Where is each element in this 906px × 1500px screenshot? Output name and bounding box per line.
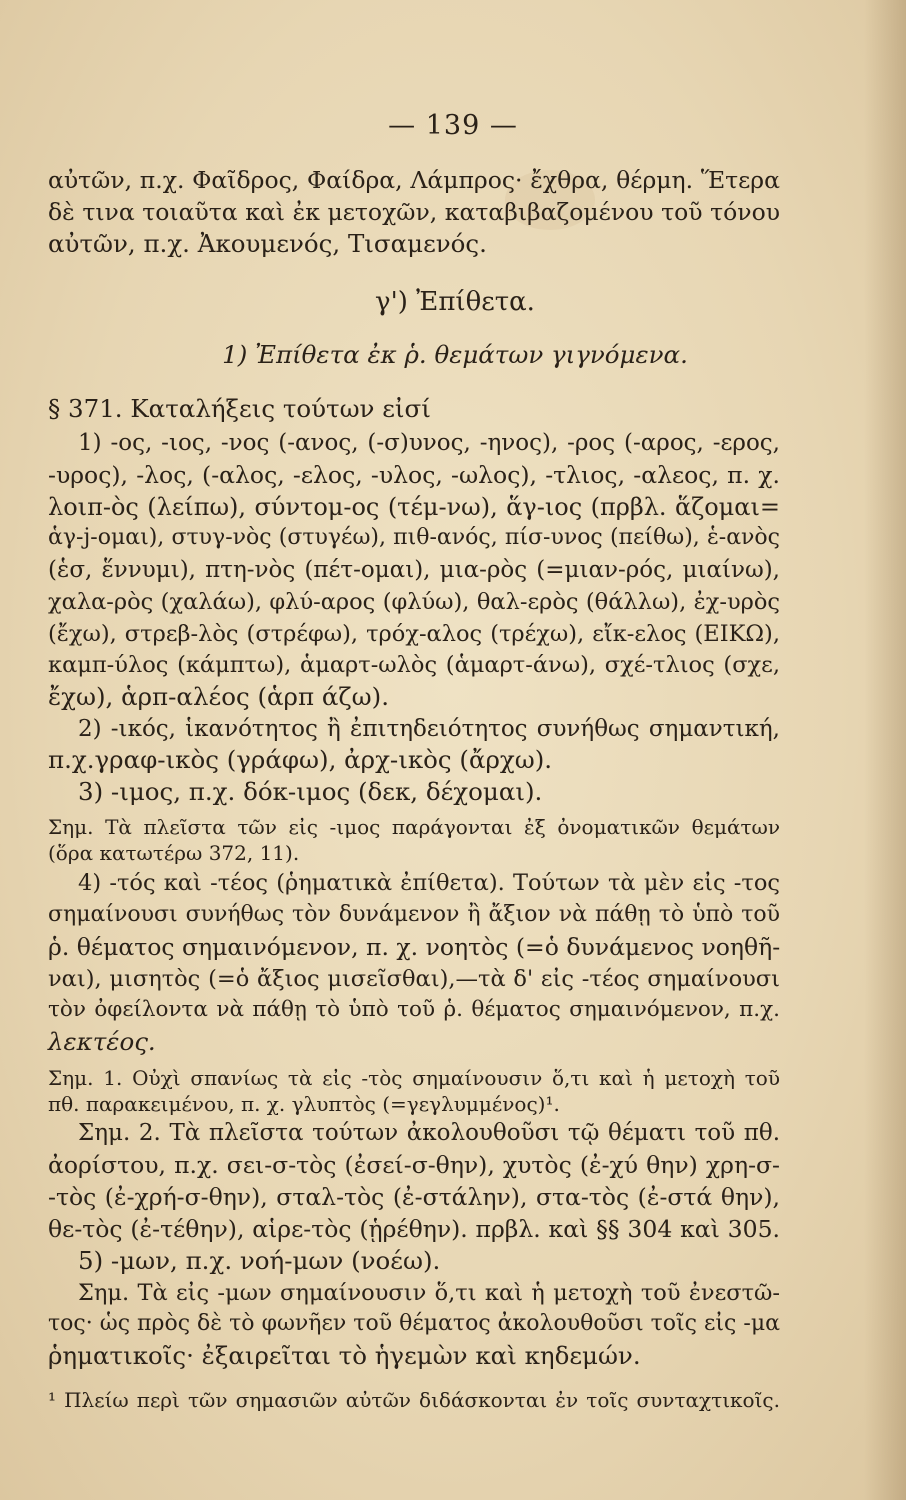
text-line: Σημ. 2. Τὰ πλεῖστα τούτων ἀκολουθοῦσι τῷ θέματι τοῦ πθ.	[78, 1120, 780, 1146]
text-line: ῥηματικοῖς· ἐξαιρεῖται τὸ ἡγεμὼν καὶ κηδεμών.	[48, 1341, 641, 1370]
text-line: ἁγ-j-ομαι), στυγ-νὸς (στυγέω), πιθ-ανός, πίσ-υνος (πείθω), ἑ-ανὸς	[48, 525, 780, 550]
subsection-heading: 1) Ἐπίθετα ἐκ ῥ. θεμάτων γιγνόμενα.	[222, 340, 688, 369]
text-line: ἀορίστου, π.χ. σει-σ-τὸς (ἐσεί-σ-θην), χυτὸς (ἐ-χύ θην) χρη-σ-	[48, 1151, 780, 1179]
text-line: ναι), μισητὸς (=ὁ ἄξιος μισεῖσθαι),—τὰ δ' εἰς -τέος σημαίνουσι	[48, 966, 780, 992]
text-line: λοιπ-ὸς (λείπω), σύντομ-ος (τέμ-νω), ἅγ-ιος (πρβλ. ἅζομαι=	[48, 493, 780, 521]
text-line: (ἔχω), στρεβ-λὸς (στρέφω), τρόχ-αλος (τρέχω), εἴκ-ελος (ΕΙΚΩ),	[48, 621, 780, 647]
text-line: χαλα-ρὸς (χαλάω), φλύ-αρος (φλύω), θαλ-ερὸς (θάλλω), ἐχ-υρὸς	[48, 589, 780, 615]
text-line: ῥ. θέματος σημαινόμενον, π. χ. νοητὸς (=ὁ δυνάμενος νοηθῆ-	[48, 933, 781, 961]
text-line: -υρος), -λος, (-αλος, -ελος, -υλος, -ωλος), -τλιος, -αλεος, π. χ.	[48, 461, 780, 489]
text-line: δὲ τινα τοιαῦτα καὶ ἐκ μετοχῶν, καταβιβαζομένου τοῦ τόνου	[48, 198, 780, 226]
text-line: θε-τὸς (ἐ-τέθην), αἱρε-τὸς (ᾑρέθην). πρβλ. καὶ §§ 304 καὶ 305.	[48, 1215, 780, 1243]
paragraph-heading: § 371. Καταλήξεις τούτων εἰσί	[48, 394, 431, 423]
footnote: ¹ Πλείω περὶ τῶν σημασιῶν αὐτῶν διδάσκονται ἐν τοῖς συνταχτικοῖς.	[48, 1388, 780, 1412]
text-line: 4) -τός καὶ -τέος (ῥηματικὰ ἐπίθετα). Τούτων τὰ μὲν εἰς -τος	[78, 870, 780, 896]
text-line: αὐτῶν, π.χ. Ἀκουμενός, Τισαμενός.	[48, 229, 487, 258]
text-line: -τὸς (ἐ-χρή-σ-θην), σταλ-τὸς (ἐ-στάλην), στα-τὸς (ἐ-στά θην),	[48, 1183, 780, 1211]
text-line: (ἑσ, ἕννυμι), πτη-νὸς (πέτ-ομαι), μια-ρὸς (=μιαν-ρός, μιαίνω),	[48, 557, 780, 583]
text-line: καμπ-ύλος (κάμπτω), ἁμαρτ-ωλὸς (ἁμαρτ-άνω), σχέ-τλιος (σχε,	[48, 652, 780, 678]
page-number: — 139 —	[388, 110, 518, 141]
note-line: Σημ. Τὰ πλεῖστα τῶν εἰς -ιμος παράγονται ἐξ ὀνοματικῶν θεμάτων	[48, 815, 780, 839]
text-line: ἔχω), ἁρπ-αλέος (ἁρπ άζω).	[48, 682, 390, 711]
page-edge-shadow	[864, 0, 906, 1500]
text-line: τος· ὡς πρὸς δὲ τὸ φωνῆεν τοῦ θέματος ἀκολουθοῦσι τοῖς εἰς -μα	[48, 1311, 780, 1336]
note-line: πθ. παρακειμένου, π. χ. γλυπτὸς (=γεγλυμμένος)¹.	[48, 1092, 560, 1116]
text-line: 2) -ικός, ἱκανότητος ἢ ἐπιτηδειότητος συνήθως σημαντική,	[78, 716, 780, 742]
note-line: Σημ. 1. Οὐχὶ σπανίως τὰ εἰς -τὸς σημαίνουσιν ὅ,τι καὶ ἡ μετοχὴ τοῦ	[48, 1066, 780, 1090]
section-heading: γ') Ἐπίθετα.	[375, 287, 535, 317]
note-line: (ὅρα κατωτέρω 372, 11).	[48, 841, 300, 865]
text-line: σημαίνουσι συνήθως τὸν δυνάμενον ἢ ἄξιον νὰ πάθῃ τὸ ὑπὸ τοῦ	[48, 902, 780, 927]
text-line: τὸν ὀφείλοντα νὰ πάθῃ τὸ ὑπὸ τοῦ ῥ. θέματος σημαινόμενον, π.χ.	[48, 997, 780, 1022]
text-line: λεκτέος.	[48, 1027, 156, 1056]
text-line: 5) -μων, π.χ. νοή-μων (νοέω).	[78, 1246, 441, 1275]
text-line: 3) -ιμος, π.χ. δόκ-ιμος (δεκ, δέχομαι).	[78, 777, 543, 806]
text-line: π.χ.γραφ-ικὸς (γράφω), ἀρχ-ικὸς (ἄρχω).	[48, 745, 553, 774]
text-line: Σημ. Τὰ εἰς -μων σημαίνουσιν ὅ,τι καὶ ἡ μετοχὴ τοῦ ἐνεστῶ-	[78, 1280, 780, 1306]
text-line: 1) -ος, -ιος, -νος (-ανος, (-σ)υνος, -ηνος), -ρος (-αρος, -ερος,	[78, 430, 780, 456]
text-line: αὐτῶν, π.χ. Φαῖδρος, Φαίδρα, Λάμπρος· ἔχθρα, θέρμη. Ἕτερα	[48, 166, 780, 194]
